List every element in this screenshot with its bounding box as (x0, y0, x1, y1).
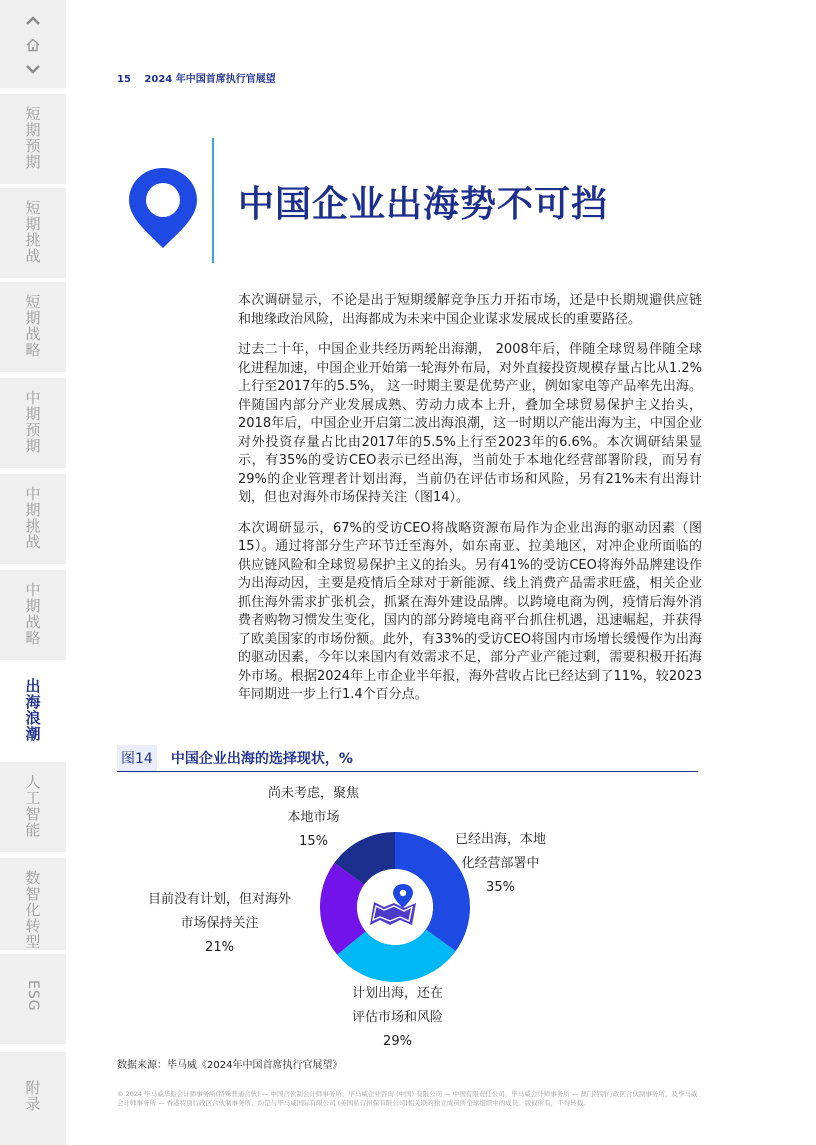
label-planning-overseas: 计划出海，还在 评估市场和风险 29% (352, 986, 444, 1049)
report-title: 2024 年中国首席执行官展望 (144, 74, 276, 85)
running-header (117, 70, 276, 85)
tab-mid-term-strategy[interactable]: 中期战略 (0, 570, 66, 660)
copyright-footer: © 2024 毕马威华振会计师事务所(特殊普通合伙) — 中国合伙制会计师事务所，毕马威企业咨询 (中国) 有限公司 — 中国有限责任公司，毕马威会计师事务所 — 澳门特别行政区合伙制事务所，及毕马威会计师事务所 — 香港特别行政区合伙制事务所，均是与毕马威国际有限公司 (英国私营担保有限公司)相关联的独立成员所全球组织中的成员。版权所有，不得转载。 (117, 1090, 698, 1107)
figure-title: 中国企业出海的选择现状，% (170, 750, 353, 767)
figure-number: 图14 (117, 745, 157, 771)
tab-esg[interactable]: ESG (0, 954, 66, 1044)
label-not-considered: 尚未考虑，聚焦 本地市场 15% (268, 786, 360, 849)
tab-mid-term-expectations[interactable]: 中期预期 (0, 378, 66, 468)
donut-chart (100, 780, 720, 1060)
page-number: 15 (117, 74, 131, 85)
tab-going-global[interactable]: 出海浪潮 (0, 666, 66, 756)
paragraph-2: 过去二十年，中国企业共经历两轮出海潮， 2008年后，伴随全球贸易伴随全球化进程加速，中国企业开始第一轮海外布局，对外直接投资规模存量占比从1.2%上行至2017年的5.5%， 这一时期主要是优势产业，例如家电等产品率先出海。伴随国内部分产业发展成熟、劳动力成本上升，叠加全球贸易保护主义抬头，2018年后，中国企业开启第二波出海浪潮，这一时期以产能出海为主，中国企业对外投资存量占比由2017年的5.5%上行至2023年的6.6%。本次调研结果显示，有35%的受访CEO表示已经出海，当前处于本地化经营部署阶段，而另有29%的企业管理者计划出海，当前仍在评估市场和风险，另有21%未有出海计划，但也对海外市场保持关注（图14）。 (238, 342, 702, 505)
chevron-up-icon[interactable] (22, 12, 44, 30)
data-source: 数据来源：毕马威《2024年中国首席执行官展望》 (117, 1060, 343, 1071)
chevron-down-icon[interactable] (22, 60, 44, 78)
tab-artificial-intelligence[interactable]: 人工智能 (0, 762, 66, 852)
title-divider (212, 138, 214, 263)
tab-mid-term-challenges[interactable]: 中期挑战 (0, 474, 66, 564)
page-controls (0, 0, 66, 88)
tab-digital-transformation[interactable]: 数智化转型 (0, 858, 66, 950)
tab-short-term-challenges[interactable]: 短期挑战 (0, 188, 66, 278)
page-title: 中国企业出海势不可挡 (238, 184, 609, 225)
sidebar-nav (0, 0, 66, 1145)
paragraph-1: 本次调研显示，不论是出于短期缓解竞争压力开拓市场，还是中长期规避供应链和地缘政治风险，出海都成为未来中国企业谋求发展成长的重要路径。 (238, 293, 702, 327)
figure-header (117, 744, 698, 772)
tab-appendix[interactable]: 附录 (0, 1052, 66, 1145)
tab-short-term-strategy[interactable]: 短期战略 (0, 282, 66, 372)
paragraph-3: 本次调研显示，67%的受访CEO将战略资源布局作为企业出海的驱动因素（图15）。通过将部分生产环节迁至海外，如东南亚、拉美地区，对冲企业所面临的供应链风险和全球贸易保护主义的抬头。另有41%的受访CEO将海外品牌建设作为出海动因，主要是疫情后全球对于新能源、线上消费产品需求旺盛，相关企业抓住海外需求扩张机会，抓紧在海外建设品牌。以跨境电商为例，疫情后海外消费者购物习惯发生变化，国内的部分跨境电商平台抓住机遇，迅速崛起，并获得了欧美国家的市场份额。此外，有33%的受访CEO将国内市场增长缓慢作为出海的驱动因素，今年以来国内有效需求不足，部分产业产能过剩，需要积极开拓海外市场。根据2024年上市企业半年报，海外营收占比已经达到了11%，较2023年同期进一步上行1.4个百分点。 (238, 520, 702, 702)
label-already-overseas: 已经出海，本地 化经营部署中 35% (455, 832, 547, 895)
body-text (238, 292, 702, 717)
home-icon[interactable] (22, 36, 44, 54)
tab-short-term-expectations[interactable]: 短期预期 (0, 94, 66, 184)
location-pin-icon (127, 166, 199, 250)
label-no-plan-watching: 目前没有计划，但对海外 市场保持关注 21% (148, 892, 292, 955)
